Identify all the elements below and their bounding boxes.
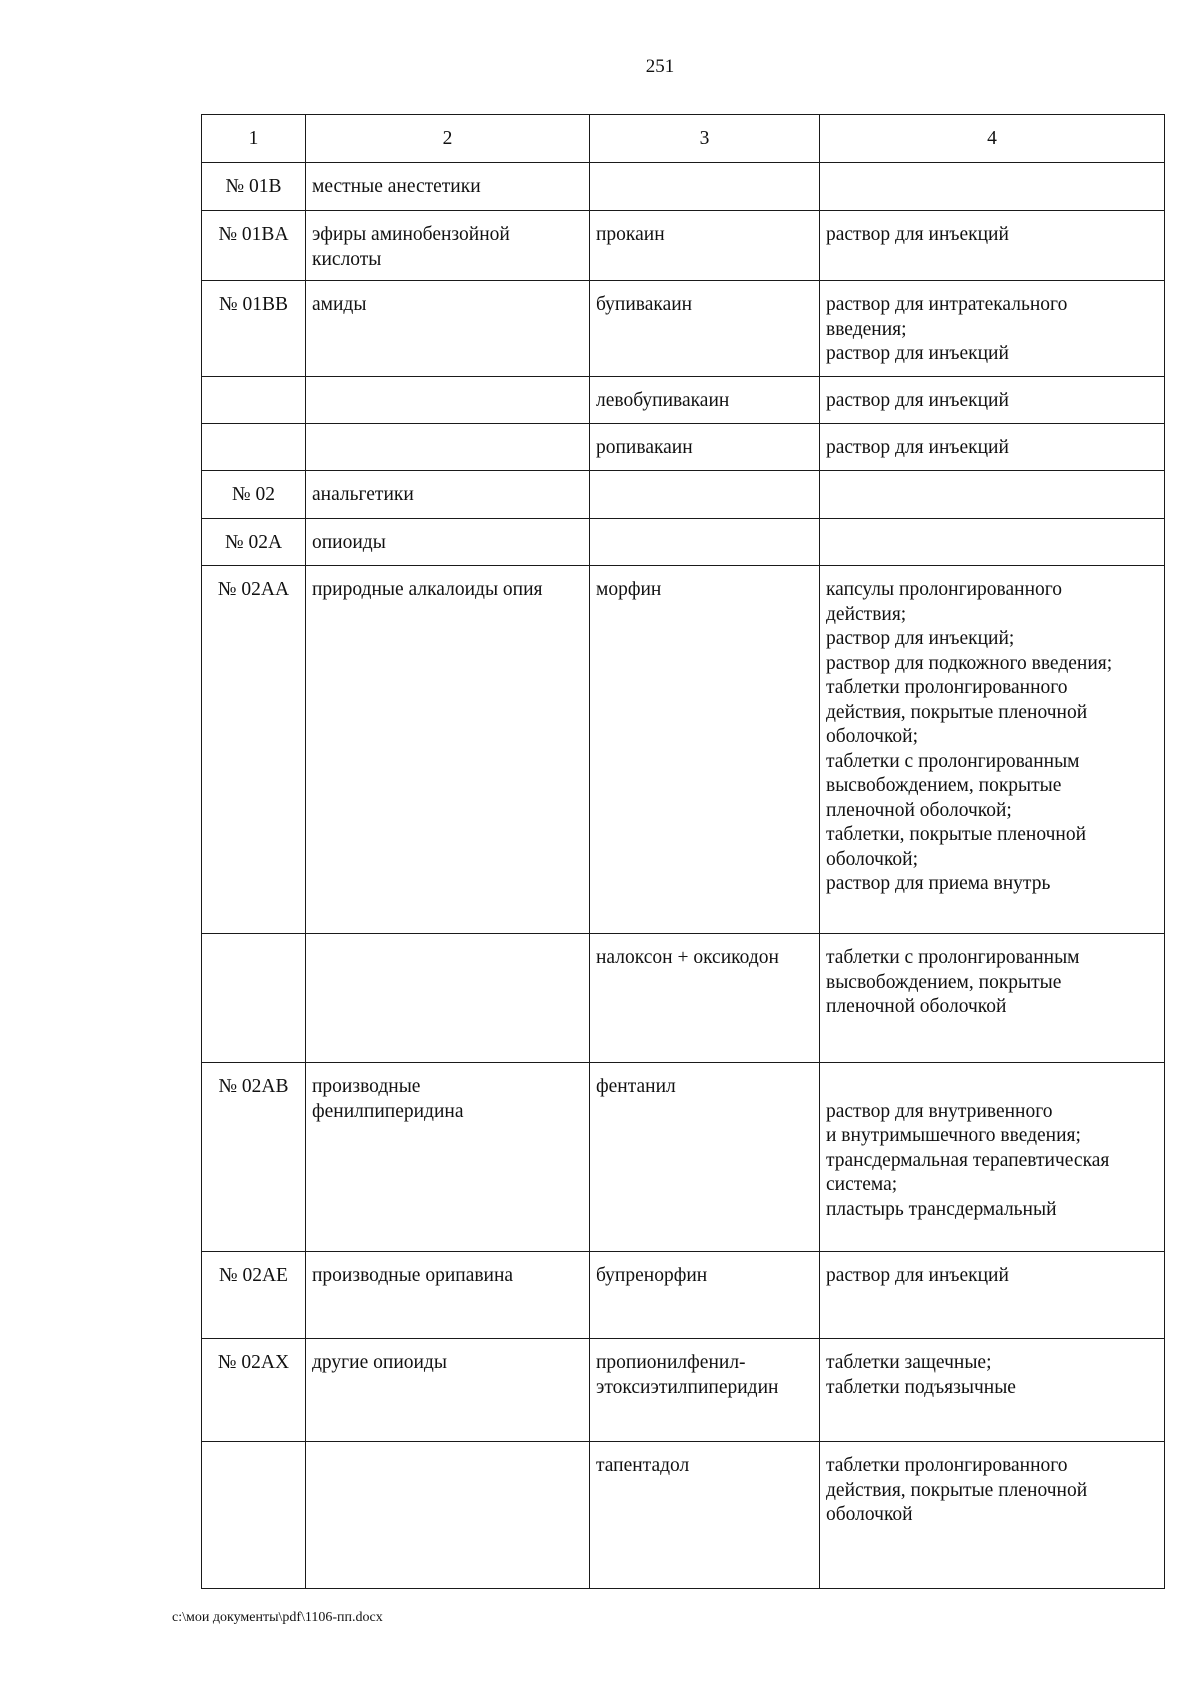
cell-group xyxy=(306,934,590,1063)
cell-group-line: опиоиды xyxy=(312,532,386,553)
cell-group-line: фенилпиперидина xyxy=(312,1100,464,1122)
cell-drug xyxy=(590,424,820,471)
column-header-3: 3 xyxy=(590,115,820,163)
cell-forms-line: введения; xyxy=(826,318,907,340)
cell-forms-line: оболочкой xyxy=(826,1504,913,1525)
table-row xyxy=(202,211,1165,281)
cell-forms xyxy=(820,377,1165,424)
cell-forms xyxy=(820,1339,1165,1442)
cell-code: № 01BB xyxy=(202,281,306,377)
cell-drug-line: прокаин xyxy=(596,224,665,245)
table-row xyxy=(202,377,1165,424)
cell-code xyxy=(202,424,306,471)
cell-drug-line: ропивакаин xyxy=(596,437,693,458)
cell-drug-line: бупивакаин xyxy=(596,294,693,315)
cell-code: № 01BA xyxy=(202,211,306,281)
cell-group xyxy=(306,163,590,211)
table-row xyxy=(202,1063,1165,1252)
cell-code: № 02A xyxy=(202,519,306,566)
cell-forms-line: таблетки подъязычные xyxy=(826,1376,1016,1398)
cell-forms-line: раствор для внутривенного xyxy=(826,1100,1053,1122)
cell-drug xyxy=(590,1339,820,1442)
cell-forms-line: таблетки защечные; xyxy=(826,1352,992,1373)
cell-group-line: местные анестетики xyxy=(312,176,481,197)
cell-group xyxy=(306,566,590,934)
table-row xyxy=(202,1442,1165,1589)
cell-drug xyxy=(590,1442,820,1589)
cell-drug-line: левобупивакаин xyxy=(596,390,730,411)
table-row xyxy=(202,1339,1165,1442)
column-header-2: 2 xyxy=(306,115,590,163)
cell-group-line: амиды xyxy=(312,294,367,315)
footer-file-path: c:\мои документы\pdf\1106-пп.docx xyxy=(172,1610,383,1625)
cell-forms-line: таблетки с пролонгированным xyxy=(826,750,1080,772)
cell-group-line: кислоты xyxy=(312,248,382,270)
cell-forms-line: раствор для приема внутрь xyxy=(826,873,1051,894)
cell-forms-line: высвобождением, покрытые xyxy=(826,971,1062,993)
cell-forms xyxy=(820,281,1165,377)
cell-drug xyxy=(590,377,820,424)
cell-code: № 02AB xyxy=(202,1063,306,1252)
cell-forms-line: действия, покрытые пленочной xyxy=(826,701,1088,723)
cell-forms-line: раствор для инъекций xyxy=(826,1265,1009,1286)
cell-code xyxy=(202,1442,306,1589)
cell-forms-line: оболочкой; xyxy=(826,848,919,870)
cell-forms-line: таблетки пролонгированного xyxy=(826,677,1068,698)
cell-group-line: производные орипавина xyxy=(312,1265,514,1286)
cell-forms-line: раствор для инъекций xyxy=(826,437,1009,458)
cell-group-line: анальгетики xyxy=(312,484,414,505)
cell-drug-line: этоксиэтилпиперидин xyxy=(596,1376,779,1398)
table-row xyxy=(202,281,1165,377)
cell-group xyxy=(306,211,590,281)
cell-forms-line: раствор для инъекций xyxy=(826,343,1009,364)
cell-drug-line: фентанил xyxy=(596,1076,676,1097)
cell-group xyxy=(306,377,590,424)
cell-group xyxy=(306,471,590,519)
cell-group xyxy=(306,1252,590,1339)
cell-forms xyxy=(820,1442,1165,1589)
cell-drug xyxy=(590,934,820,1063)
cell-drug xyxy=(590,281,820,377)
cell-group-line: производные xyxy=(312,1076,421,1097)
cell-forms-line xyxy=(826,1075,1158,1100)
page-number: 251 xyxy=(645,56,675,77)
cell-forms-line: действия; xyxy=(826,603,907,625)
table-row xyxy=(202,566,1165,934)
cell-code: № 01B xyxy=(202,163,306,211)
cell-forms-line: раствор для подкожного введения; xyxy=(826,652,1113,674)
table-row xyxy=(202,471,1165,519)
column-header-1: 1 xyxy=(202,115,306,163)
cell-forms-line: высвобождением, покрытые xyxy=(826,775,1062,796)
cell-forms-line: таблетки, покрытые пленочной xyxy=(826,824,1087,845)
cell-group xyxy=(306,424,590,471)
table-row xyxy=(202,1252,1165,1339)
cell-forms xyxy=(820,211,1165,281)
table-row xyxy=(202,424,1165,471)
cell-forms-line: таблетки пролонгированного xyxy=(826,1455,1068,1476)
table-row xyxy=(202,519,1165,566)
cell-code: № 02 xyxy=(202,471,306,519)
cell-code: № 02AE xyxy=(202,1252,306,1339)
cell-forms-line: оболочкой; xyxy=(826,726,919,747)
cell-drug-line: тапентадол xyxy=(596,1455,690,1476)
cell-forms-line: система; xyxy=(826,1174,898,1195)
cell-forms-line: таблетки с пролонгированным xyxy=(826,947,1080,968)
cell-drug-line: бупренорфин xyxy=(596,1265,708,1286)
cell-forms-line: пленочной оболочкой xyxy=(826,996,1007,1017)
cell-forms-line: пленочной оболочкой; xyxy=(826,799,1012,821)
cell-forms xyxy=(820,1252,1165,1339)
cell-drug xyxy=(590,163,820,211)
cell-group-line: природные алкалоиды опия xyxy=(312,579,543,600)
cell-drug-line: пропионилфенил- xyxy=(596,1352,746,1373)
cell-forms-line: раствор для интратекального xyxy=(826,294,1068,315)
cell-group xyxy=(306,1442,590,1589)
cell-forms-line: раствор для инъекций xyxy=(826,224,1009,245)
cell-drug xyxy=(590,1252,820,1339)
cell-forms xyxy=(820,163,1165,211)
cell-forms-line: и внутримышечного введения; xyxy=(826,1125,1081,1146)
cell-code xyxy=(202,934,306,1063)
cell-forms xyxy=(820,934,1165,1063)
cell-forms-line: пластырь трансдермальный xyxy=(826,1198,1057,1220)
cell-drug xyxy=(590,1063,820,1252)
table-row xyxy=(202,163,1165,211)
cell-group xyxy=(306,1339,590,1442)
cell-forms-line: капсулы пролонгированного xyxy=(826,579,1063,600)
cell-forms xyxy=(820,1063,1165,1252)
cell-forms-line: раствор для инъекций xyxy=(826,390,1009,411)
cell-forms xyxy=(820,424,1165,471)
cell-drug xyxy=(590,566,820,934)
cell-forms xyxy=(820,519,1165,566)
cell-code: № 02AX xyxy=(202,1339,306,1442)
cell-group xyxy=(306,1063,590,1252)
cell-forms xyxy=(820,566,1165,934)
cell-drug xyxy=(590,211,820,281)
cell-group xyxy=(306,281,590,377)
cell-drug xyxy=(590,471,820,519)
cell-drug xyxy=(590,519,820,566)
cell-code xyxy=(202,377,306,424)
cell-forms-line: раствор для инъекций; xyxy=(826,628,1015,649)
cell-forms xyxy=(820,471,1165,519)
table-row xyxy=(202,934,1165,1063)
table-body xyxy=(202,163,1165,1589)
cell-drug-line: налоксон + оксикодон xyxy=(596,947,779,968)
table-header-row xyxy=(202,115,1165,163)
cell-group-line: эфиры аминобензойной xyxy=(312,224,510,245)
cell-forms-line: трансдермальная терапевтическая xyxy=(826,1149,1110,1171)
cell-group-line: другие опиоиды xyxy=(312,1352,447,1373)
cell-group xyxy=(306,519,590,566)
cell-forms-line: действия, покрытые пленочной xyxy=(826,1479,1088,1501)
column-header-4: 4 xyxy=(820,115,1165,163)
drug-table xyxy=(201,114,1165,1589)
cell-code: № 02AA xyxy=(202,566,306,934)
cell-drug-line: морфин xyxy=(596,579,662,600)
